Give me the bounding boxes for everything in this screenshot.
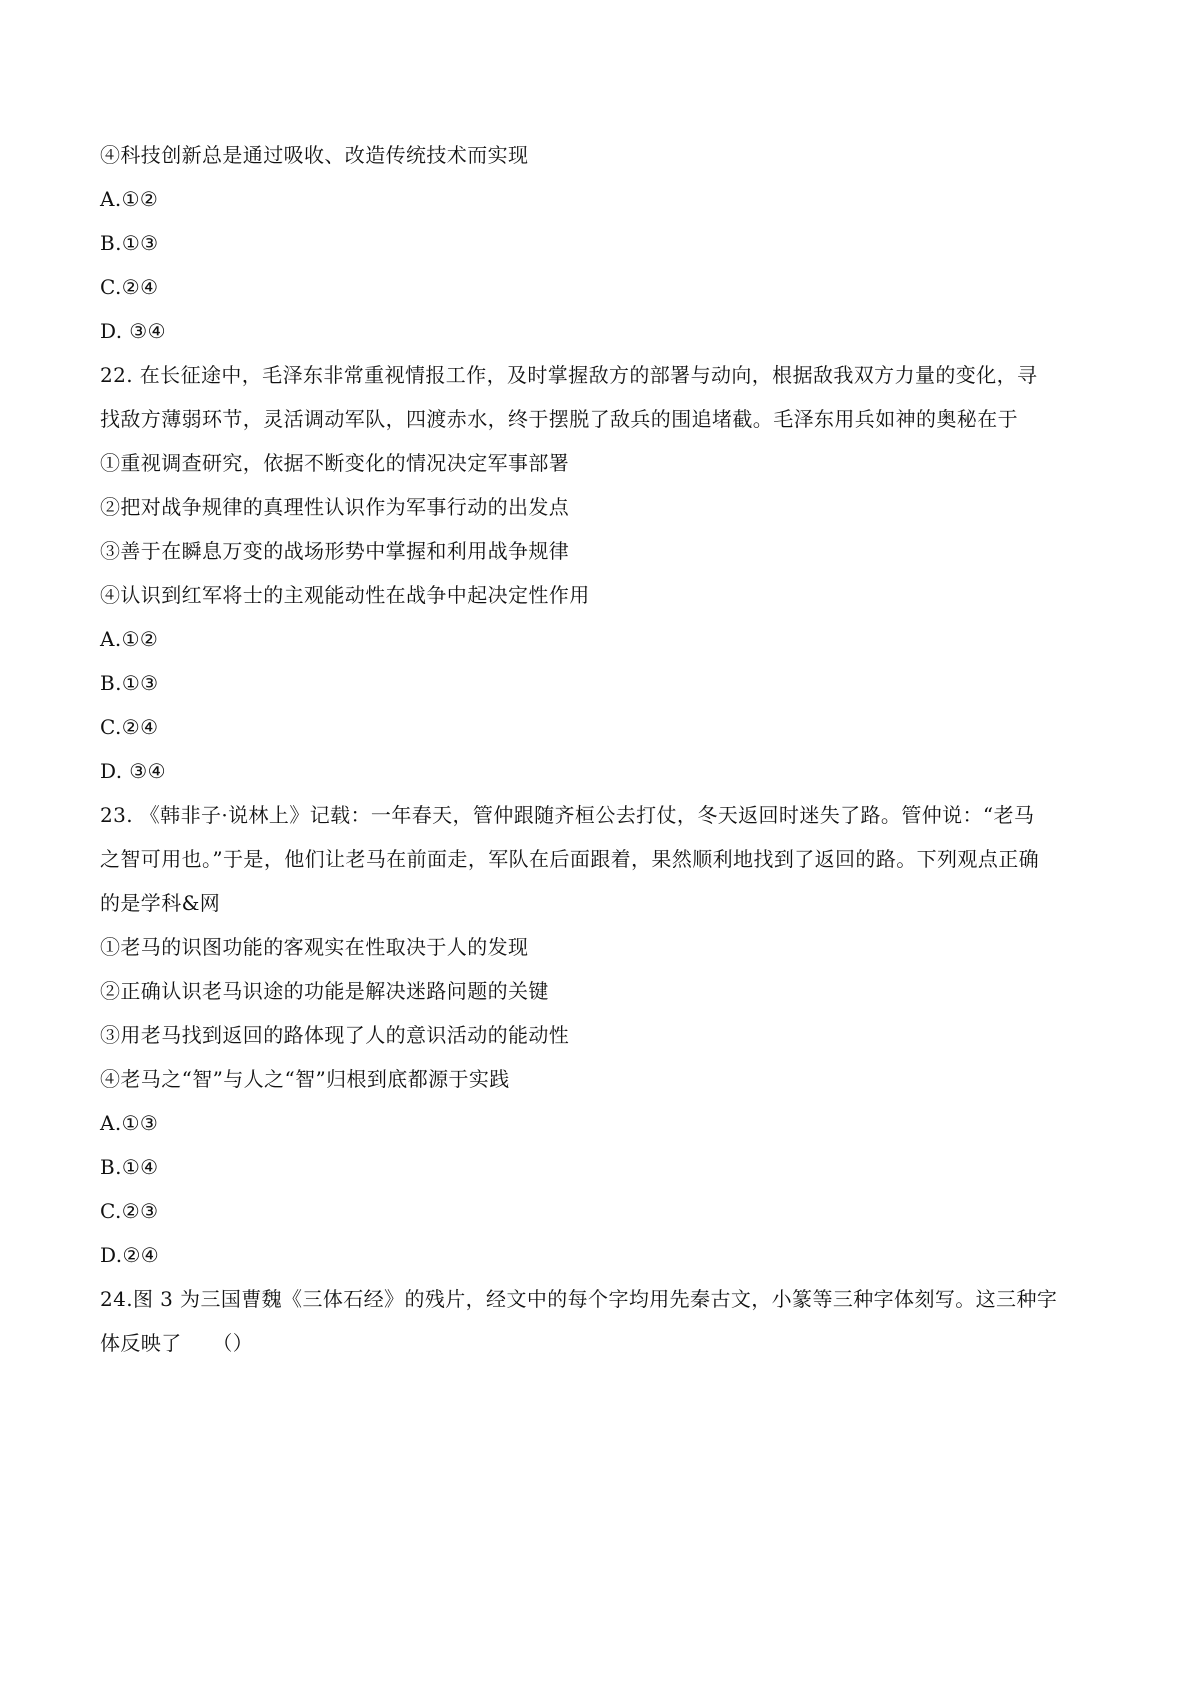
q22-option-b: B.①③: [100, 671, 159, 695]
q21-statement-4: ④科技创新总是通过吸收、改造传统技术而实现: [100, 143, 529, 167]
q23-option-c: C.②③: [100, 1199, 159, 1223]
q22-option-a: A.①②: [100, 627, 159, 651]
q23-stem-line-3: 的是学科&网: [100, 891, 221, 915]
q22-stem-line-1: 22. 在长征途中，毛泽东非常重视情报工作，及时掌握敌方的部署与动向，根据敌我双方力量的变化，寻: [100, 363, 1038, 387]
q21-option-a: A.①②: [100, 187, 159, 211]
q22-statement-4: ④认识到红军将士的主观能动性在战争中起决定性作用: [100, 583, 590, 607]
q23-option-a: A.①③: [100, 1111, 159, 1135]
q21-option-b: B.①③: [100, 231, 159, 255]
q22-option-c: C.②④: [100, 715, 159, 739]
q22-statement-3: ③善于在瞬息万变的战场形势中掌握和利用战争规律: [100, 539, 570, 563]
q23-option-d: D.②④: [100, 1243, 160, 1267]
q22-statement-1: ①重视调查研究，依据不断变化的情况决定军事部署: [100, 451, 570, 475]
q23-statement-2: ②正确认识老马识途的功能是解决迷路问题的关键: [100, 979, 549, 1003]
q23-statement-4: ④老马之“智”与人之“智”归根到底都源于实践: [100, 1067, 510, 1091]
q23-option-b: B.①④: [100, 1155, 159, 1179]
q24-stem-line-2: 体反映了 （）: [100, 1331, 254, 1355]
q21-option-d: D. ③④: [100, 319, 166, 343]
q22-statement-2: ②把对战争规律的真理性认识作为军事行动的出发点: [100, 495, 570, 519]
q21-option-c: C.②④: [100, 275, 159, 299]
q22-stem-line-2: 找敌方薄弱环节，灵活调动军队，四渡赤水，终于摆脱了敌兵的围追堵截。毛泽东用兵如神的奥秘在于: [100, 407, 1018, 431]
q23-statement-1: ①老马的识图功能的客观实在性取决于人的发现: [100, 935, 529, 959]
q23-statement-3: ③用老马找到返回的路体现了人的意识活动的能动性: [100, 1023, 570, 1047]
q24-stem-line-1: 24.图 3 为三国曹魏《三体石经》的残片，经文中的每个字均用先秦古文，小篆等三种字体刻写。这三种字: [100, 1287, 1058, 1311]
q22-option-d: D. ③④: [100, 759, 166, 783]
q23-stem-line-2: 之智可用也。”于是，他们让老马在前面走，军队在后面跟着，果然顺利地找到了返回的路。下列观点正确: [100, 847, 1040, 871]
q23-stem-line-1: 23. 《韩非子·说林上》记载：一年春天，管仲跟随齐桓公去打仗，冬天返回时迷失了路。管仲说：“老马: [100, 803, 1035, 827]
